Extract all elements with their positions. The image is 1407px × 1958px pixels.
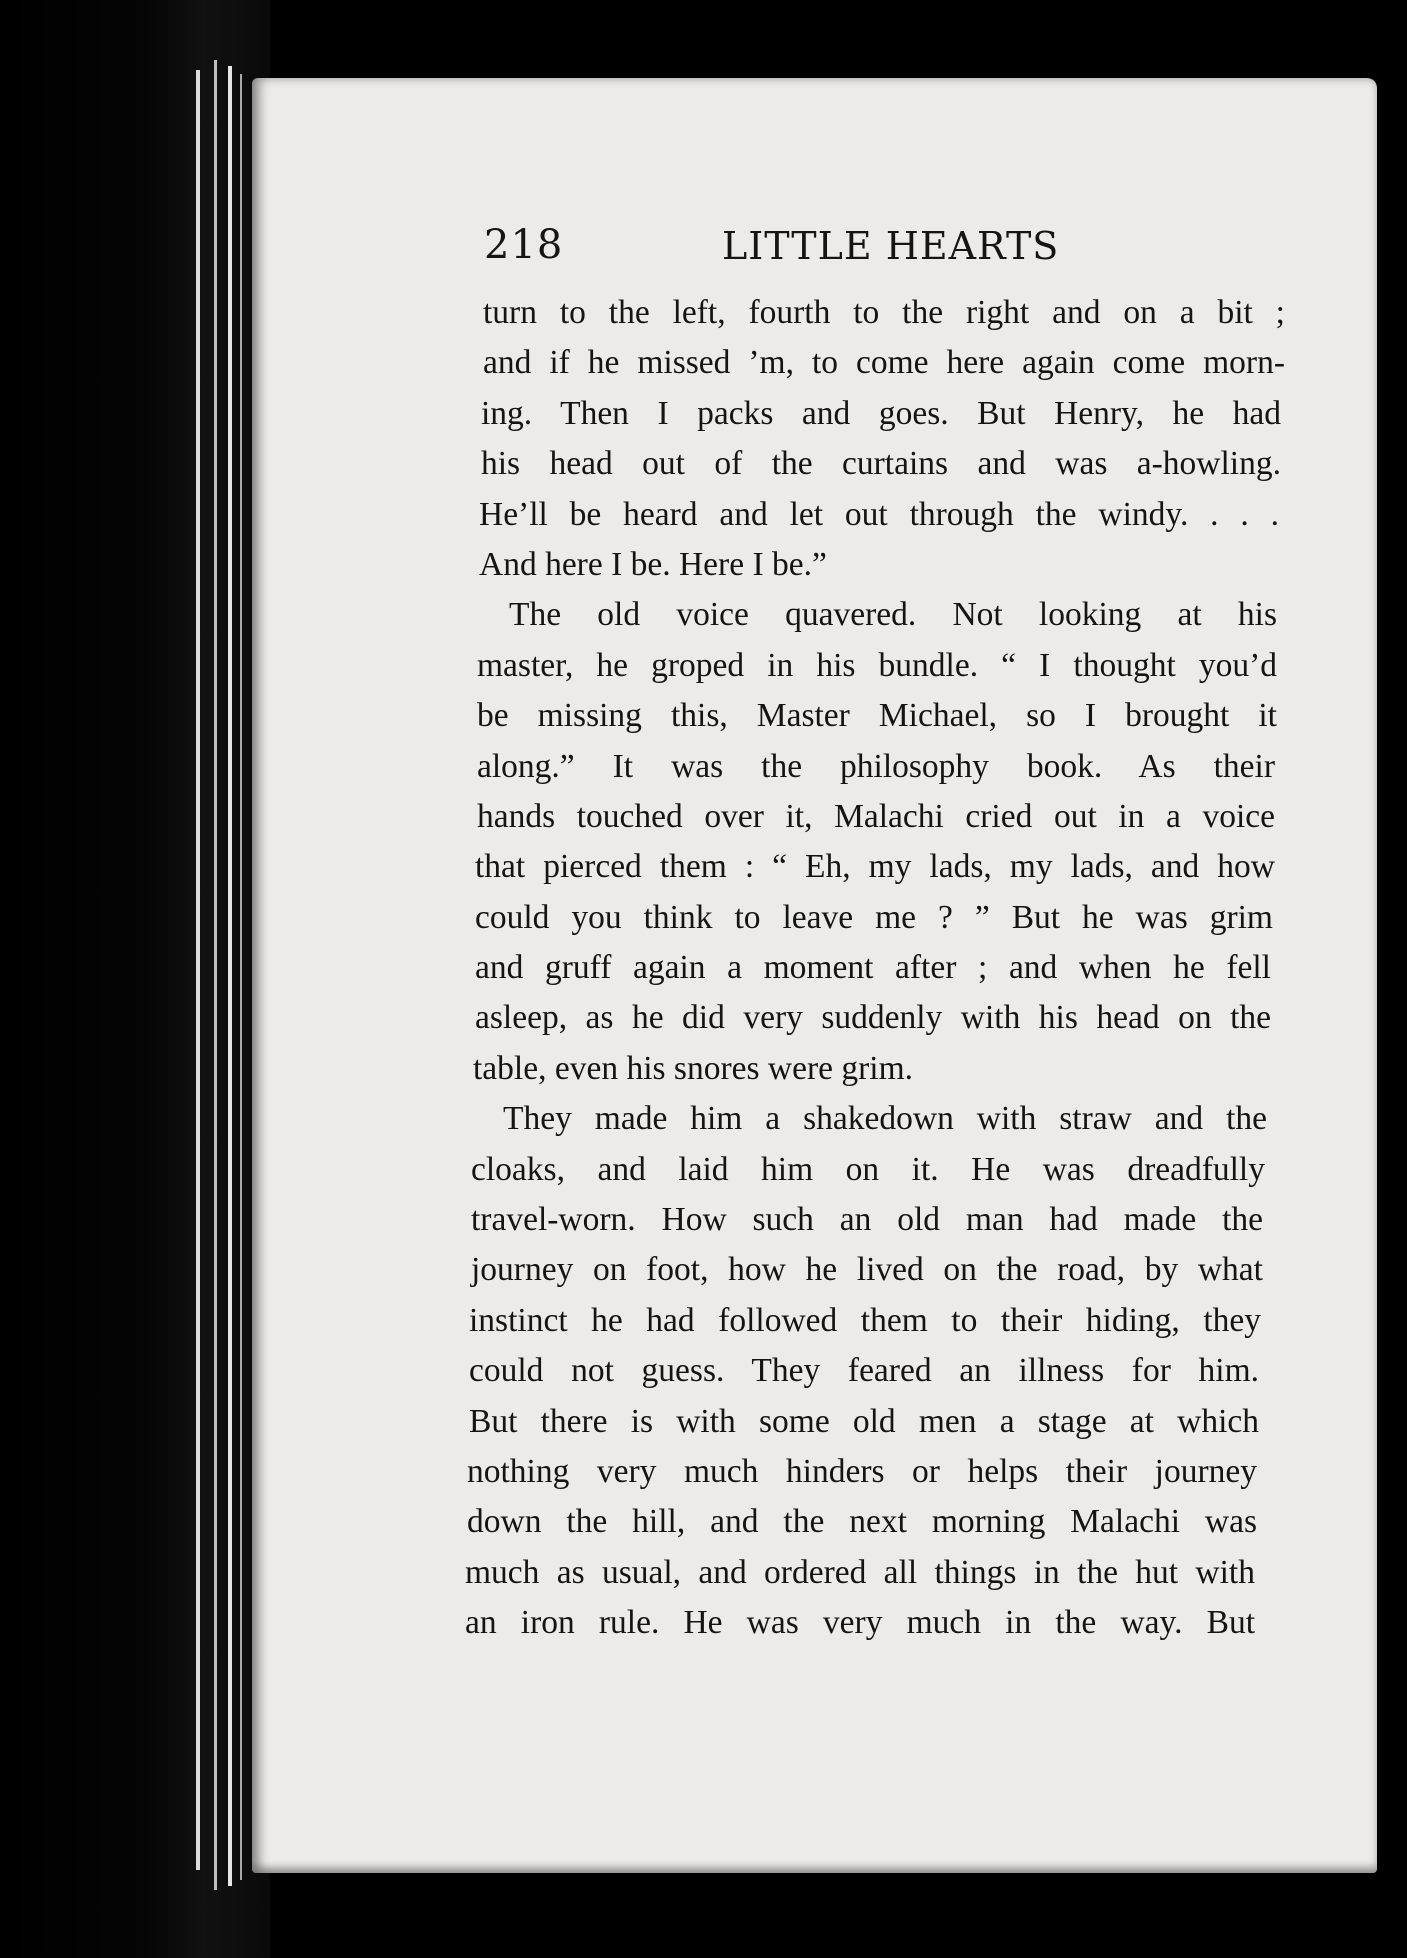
text-line: They made him a shakedown with straw and the: [503, 1100, 1267, 1138]
text-line: could not guess. They feared an illness for him.: [469, 1352, 1259, 1390]
text-line: and if he missed ’m, to come here again come morn-: [483, 344, 1285, 382]
text-line: master, he groped in his bundle. “ I thought you’d: [477, 646, 1277, 684]
text-line: be missing this, Master Michael, so I brought it: [477, 697, 1277, 735]
running-head-title: LITTLE HEARTS: [722, 224, 1060, 268]
text-line: The old voice quavered. Not looking at his: [509, 596, 1277, 634]
right-page-edge: [1378, 78, 1407, 1958]
text-line: travel-worn. How such an old man had made the: [471, 1201, 1263, 1239]
page-edge-line: [228, 66, 232, 1886]
text-line: could you think to leave me ? ” But he was grim: [475, 898, 1273, 936]
text-line: nothing very much hinders or helps their journey: [467, 1452, 1257, 1490]
text-line: He’ll be heard and let out through the windy. . . .: [479, 495, 1279, 533]
text-line: an iron rule. He was very much in the way. But: [465, 1604, 1255, 1642]
text-line: And here I be. Here I be.”: [479, 545, 827, 583]
text-line: turn to the left, fourth to the right and on a bit ;: [483, 294, 1285, 331]
page-header: [484, 222, 1064, 282]
text-line: journey on foot, how he lived on the road, by what: [471, 1251, 1263, 1289]
text-line: asleep, as he did very suddenly with his head on the: [475, 999, 1271, 1037]
book-binding-edge: [0, 0, 270, 1958]
text-line: But there is with some old men a stage at which: [469, 1402, 1259, 1440]
text-line: and gruff again a moment after ; and when he fell: [475, 949, 1271, 987]
text-line: along.” It was the philosophy book. As their: [477, 747, 1275, 785]
body-text: [465, 288, 1285, 1649]
text-line: hands touched over it, Malachi cried out in a voice: [477, 797, 1275, 835]
text-line: down the hill, and the next morning Malachi was: [467, 1503, 1257, 1541]
text-line: that pierced them : “ Eh, my lads, my lads, and how: [475, 848, 1275, 886]
page-edge-line: [196, 70, 200, 1870]
text-line: instinct he had followed them to their hiding, they: [469, 1301, 1261, 1339]
text-line: much as usual, and ordered all things in the hut with: [465, 1553, 1255, 1591]
page-number: 218: [484, 222, 564, 268]
text-line: his head out of the curtains and was a-howling.: [481, 445, 1281, 483]
text-line: cloaks, and laid him on it. He was dreadfully: [471, 1150, 1265, 1188]
text-line: table, even his snores were grim.: [473, 1049, 914, 1087]
page-edge-line: [214, 60, 217, 1890]
text-line: ing. Then I packs and goes. But Henry, he had: [481, 394, 1281, 432]
page-edge-line: [240, 74, 242, 1880]
